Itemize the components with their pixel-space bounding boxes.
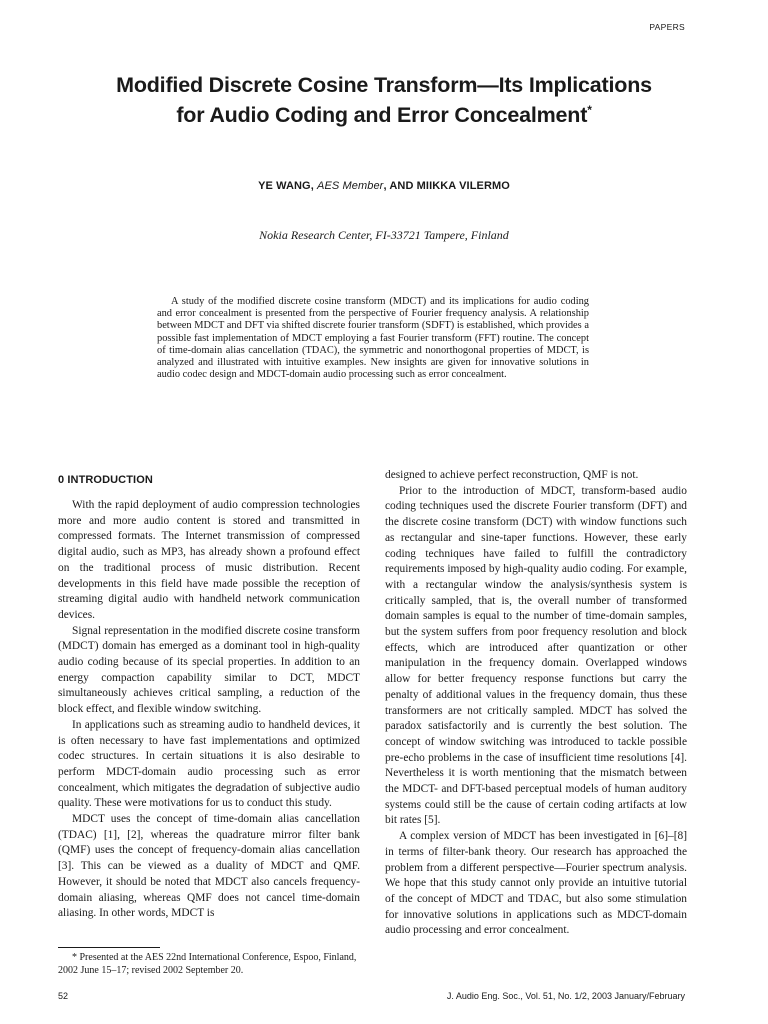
right-column bbox=[385, 468, 687, 939]
author-rest: , AND MIIKKA VILERMO bbox=[383, 180, 510, 192]
body-paragraph: In applications such as streaming audio to handheld devices, it is often necessary to have fast implementations and optimized codec structures. In certain situations it is also desirable to perform MDCT-domain audio processing such as error concealment, which mitigates the degradation of subjective audio quality. These were motivations for us to conduct this study. bbox=[58, 718, 360, 810]
body-paragraph: designed to achieve perfect reconstruction, QMF is not. bbox=[385, 469, 639, 481]
abstract: A study of the modified discrete cosine transform (MDCT) and its implications for audio coding and error concealment is presented from the perspective of Fourier frequency analysis. A relationship between MDCT and DFT via shifted discrete fourier transform (SDFT) is established, which provides a possible fast implementation of MDCT employing a fast Fourier transform (FFT) routine. The concept of time-domain alias cancellation (TDAC), the symmetric and nonorthogonal properties of MDCT, is analyzed and illustrated with intuitive examples. New insights are given for innovative solutions in audio codec design and MDCT-domain audio processing such as error concealment. bbox=[157, 296, 589, 381]
title-line-2 bbox=[40, 100, 728, 130]
footnote: * Presented at the AES 22nd International Conference, Espoo, Finland, 2002 June 15–17; revised 2002 September 20. bbox=[58, 952, 357, 976]
affiliation: Nokia Research Center, FI-33721 Tampere, Finland bbox=[259, 228, 509, 242]
section-heading: 0 INTRODUCTION bbox=[58, 474, 153, 486]
left-column bbox=[58, 472, 360, 922]
title-line-1: Modified Discrete Cosine Transform—Its Implications bbox=[116, 73, 652, 97]
footnote-rule bbox=[58, 947, 160, 948]
running-head: PAPERS bbox=[649, 22, 685, 32]
paper-title bbox=[40, 70, 728, 130]
page-number: 52 bbox=[58, 991, 69, 1001]
body-paragraph: With the rapid deployment of audio compression technologies more and more audio content is stored and transmitted in compressed formats. The Internet transmission of compressed digital audio, such as MP3, has already shown a profound effect on the traditional process of music distribution. Recent developments in this field have made possible the reception of streaming digital audio with handheld network communication devices. bbox=[58, 499, 360, 621]
title-line-2-text: for Audio Coding and Error Concealment bbox=[176, 103, 588, 127]
title-footnote-marker: * bbox=[587, 102, 592, 117]
author-line bbox=[40, 180, 728, 192]
author-1: YE WANG, bbox=[258, 180, 314, 192]
body-paragraph: Signal representation in the modified discrete cosine transform (MDCT) domain has emerged as a dominant tool in high-quality audio coding because of its special properties. In addition to an energy compaction capability similar to DCT, MDCT simultaneously achieves critical sampling, a reduction of the block effect, and flexible window switching. bbox=[58, 624, 360, 716]
body-paragraph: MDCT uses the concept of time-domain alias cancellation (TDAC) [1], [2], whereas the quadrature mirror filter bank (QMF) uses the concept of frequency-domain alias cancellation [3]. This can be viewed as a duality of MDCT and QMF. However, it should be noted that MDCT also cancels frequency-domain aliasing, whereas QMF does not cancel time-domain aliasing. In other words, MDCT is bbox=[58, 813, 360, 920]
body-paragraph: Prior to the introduction of MDCT, transform-based audio coding techniques used the discrete Fourier transform (DFT) and the discrete cosine transform (DCT) with window functions such as rectangular and sine-taper functions. However, these early coding techniques have failed to fulfill the contradictory requirements imposed by high-quality audio coding. For example, with a rectangular window the analysis/synthesis system is critically sampled, that is, the overall number of transformed domain samples is equal to the number of time-domain samples, but the system suffers from poor frequency resolution and block effects, which are introduced after quantization or other manipulation in the frequency domain. Overlapped windows allow for better frequency response functions but carry the penalty of additional values in the frequency domain, thus these transformers are not critically sampled. MDCT has solved the paradox satisfactorily and is currently the best solution. The concept of window switching was introduced to tackle possible pre-echo problems in the case of insufficient time resolutions [4]. Nevertheless it is worth mentioning that the mismatch between the MDCT- and DFT-based perceptual models of human auditory systems could still be the cause of certain coding artifacts at low bit rates [5]. bbox=[385, 484, 687, 827]
author-1-role: AES Member bbox=[317, 180, 384, 192]
journal-reference: J. Audio Eng. Soc., Vol. 51, No. 1/2, 2003 January/February bbox=[446, 991, 685, 1001]
body-paragraph: A complex version of MDCT has been investigated in [6]–[8] in terms of filter-bank theory. Our research has approached the problem from a different perspective—Fourier spectrum analysis. We hope that this study cannot only provide an intuitive tutorial of the concept of MDCT and TDAC, but also some stimulation for innovative solutions in applications such as MDCT-domain audio processing and error concealment. bbox=[385, 830, 687, 937]
